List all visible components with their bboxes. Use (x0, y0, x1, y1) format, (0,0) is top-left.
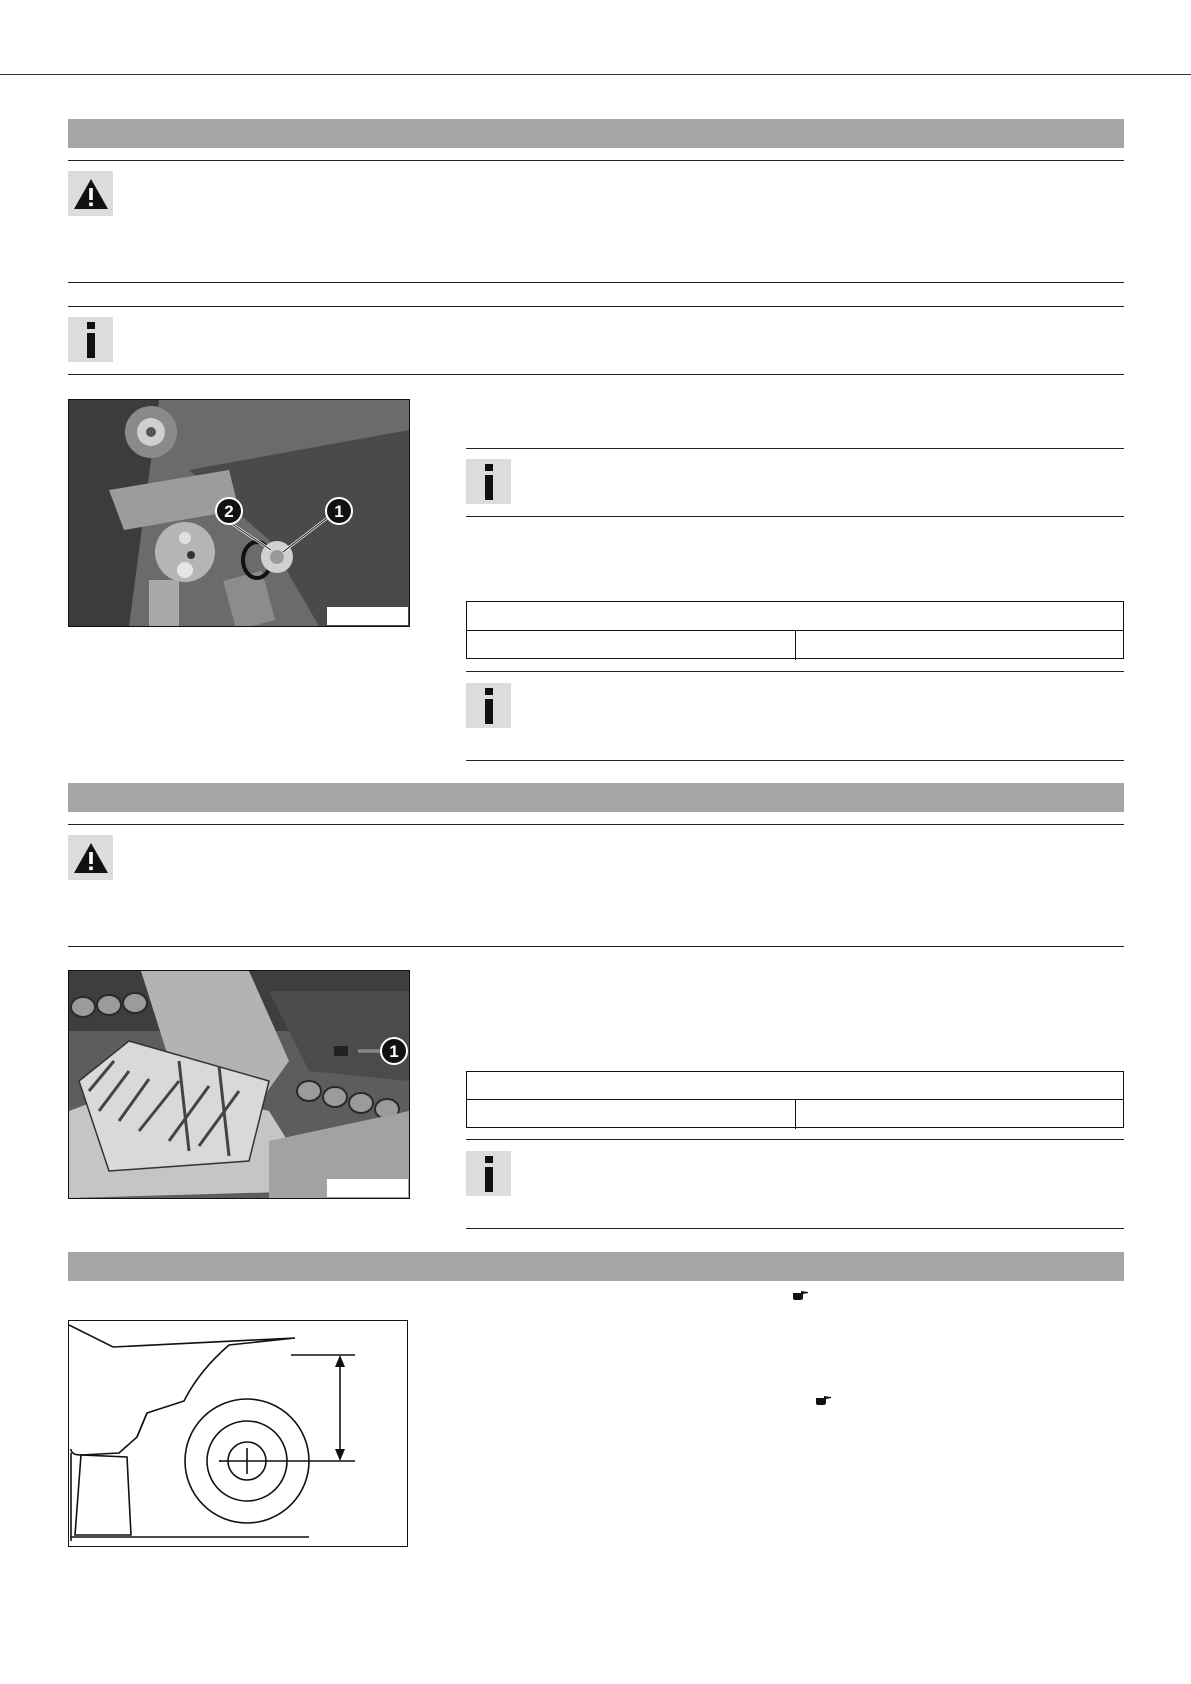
spec-table-divider-1 (795, 631, 796, 660)
figure-id-tag-2 (327, 1179, 408, 1197)
section-heading-bar-3 (68, 1252, 1124, 1281)
warning-top-rule-1 (68, 160, 1124, 161)
pointing-hand-icon (815, 1394, 833, 1406)
callout-marker-1 (326, 498, 352, 524)
callout-marker-2 (216, 498, 242, 524)
info-icon (482, 688, 496, 724)
svg-text:1: 1 (389, 1042, 399, 1061)
warning-bottom-rule-1 (68, 282, 1124, 283)
warning-triangle-icon (72, 177, 110, 211)
warning-triangle-icon (72, 841, 110, 875)
info-top-rule-4 (466, 1139, 1124, 1140)
info-bottom-rule-3 (466, 760, 1124, 761)
svg-text:2: 2 (224, 502, 234, 521)
spec-table-2 (466, 1071, 1124, 1128)
callout-marker-1 (381, 1038, 407, 1064)
info-icon-box-1 (68, 317, 113, 362)
figure-drawing-rear-sag (68, 1320, 408, 1547)
info-top-rule-2 (466, 448, 1124, 449)
info-icon-box-2 (466, 459, 511, 504)
info-top-rule-1 (68, 306, 1124, 307)
info-top-rule-3 (466, 671, 1124, 672)
info-bottom-rule-2 (466, 516, 1124, 517)
info-icon-box-4 (466, 1151, 511, 1196)
info-icon-box-3 (466, 683, 511, 728)
page-top-rule (0, 74, 1191, 75)
info-icon (482, 1156, 496, 1192)
svg-text:1: 1 (334, 502, 344, 521)
spec-table-1 (466, 601, 1124, 659)
pointing-hand-icon (792, 1289, 810, 1301)
info-bottom-rule-4 (466, 1228, 1124, 1229)
section-heading-bar-1 (68, 119, 1124, 148)
section-heading-bar-2 (68, 783, 1124, 812)
warning-top-rule-2 (68, 824, 1124, 825)
warning-icon-box-2 (68, 835, 113, 880)
warning-bottom-rule-2 (68, 946, 1124, 947)
spec-table-row-1 (467, 630, 1123, 660)
info-bottom-rule-1 (68, 374, 1124, 375)
figure-id-tag-1 (327, 607, 408, 625)
spec-table-row-2 (467, 1099, 1123, 1129)
figure-photo-footrest-chain (68, 970, 410, 1199)
warning-icon-box-1 (68, 171, 113, 216)
figure-id-tag-3 (327, 1529, 408, 1547)
info-icon (84, 322, 98, 358)
figure-photo-shock-bolt (68, 399, 410, 627)
spec-table-divider-2 (795, 1100, 796, 1129)
info-icon (482, 464, 496, 500)
